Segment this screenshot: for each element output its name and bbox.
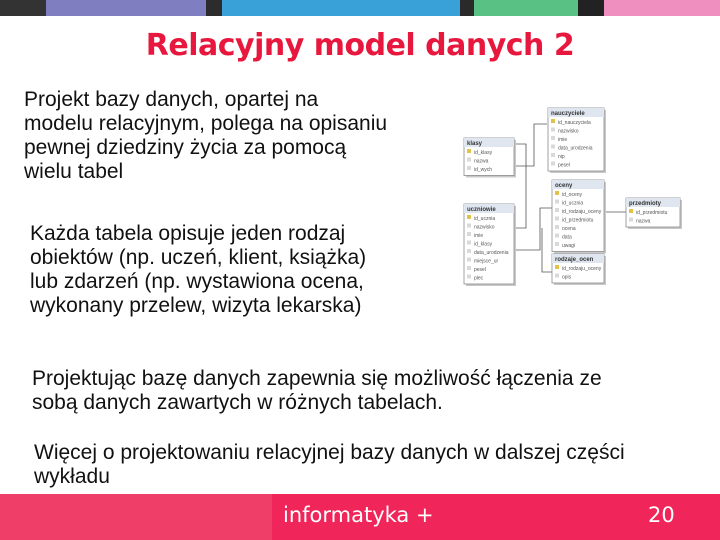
paragraph-tables: [30, 222, 366, 318]
relation-line: [514, 124, 547, 166]
text-line: sobą danych zawartych w różnych tabelach.: [32, 391, 443, 414]
field-icon: [555, 200, 559, 204]
text-line: pewnej dziedziny życia za pomocą: [24, 136, 347, 159]
table-field: nazwa: [474, 158, 489, 165]
table-field: id_przedmiotu: [636, 210, 668, 216]
relation-line: [542, 228, 552, 272]
field-icon: [555, 217, 559, 221]
schema-table: [552, 254, 606, 285]
text-line: wykonany przelew, wizyta lekarska): [30, 294, 362, 317]
table-name: przedmioty: [629, 201, 662, 207]
field-icon: [551, 153, 555, 157]
table-field: id_rodzaju_oceny: [562, 266, 602, 272]
field-icon: [555, 208, 559, 212]
field-icon: [555, 242, 559, 246]
paragraph-more-info: [34, 441, 625, 489]
table-name: oceny: [555, 183, 573, 189]
schema-table: [626, 198, 682, 229]
text-line: Projektując bazę danych zapewnia się możliwość łączenia ze: [32, 367, 602, 390]
table-field: data: [562, 234, 572, 241]
field-icon: [629, 218, 633, 222]
top-bar-segment: [460, 0, 474, 16]
primary-key-icon: [555, 191, 559, 195]
field-icon: [467, 275, 471, 279]
table-box: [552, 180, 604, 252]
table-name: nauczyciele: [551, 111, 585, 117]
table-field: pesel: [558, 162, 570, 169]
paragraph-joining: [32, 367, 602, 415]
top-bar-segment: [474, 0, 578, 16]
schema-table: [552, 180, 606, 254]
field-icon: [467, 266, 471, 270]
text-line: wykładu: [34, 465, 110, 488]
field-icon: [555, 225, 559, 229]
footer-label: informatyka +: [283, 503, 434, 527]
table-field: nazwisko: [558, 128, 579, 135]
field-icon: [551, 136, 555, 140]
top-bar-segment: [222, 0, 460, 16]
table-field: id_wych: [474, 167, 493, 173]
table-name: rodzaje_ocen: [555, 257, 594, 263]
primary-key-icon: [467, 215, 471, 219]
table-field: imie: [474, 233, 484, 239]
table-name: uczniowie: [467, 207, 496, 213]
table-field: id_oceny: [562, 192, 583, 198]
text-line: wielu tabel: [24, 160, 124, 183]
table-field: id_klasy: [474, 150, 493, 156]
field-icon: [555, 234, 559, 238]
page-number: 20: [648, 503, 675, 527]
field-icon: [551, 128, 555, 132]
primary-key-icon: [629, 209, 633, 213]
field-icon: [467, 249, 471, 253]
text-line: obiektów (np. uczeń, klient, książka): [30, 246, 367, 269]
table-name: klasy: [467, 141, 483, 147]
table-field: opis: [562, 274, 572, 281]
table-field: id_ucznia: [474, 216, 496, 222]
field-icon: [551, 162, 555, 166]
field-icon: [467, 166, 471, 170]
table-field: nazwa: [636, 218, 651, 225]
schema-table: [548, 108, 606, 173]
table-field: id_klasy: [474, 241, 493, 248]
table-field: ocena: [562, 226, 576, 232]
field-icon: [467, 241, 471, 245]
table-box: [548, 108, 604, 171]
table-field: pesel: [474, 267, 486, 273]
field-icon: [555, 274, 559, 278]
primary-key-icon: [467, 149, 471, 153]
top-bar-segment: [578, 0, 604, 16]
primary-key-icon: [551, 119, 555, 123]
schema-table: [464, 138, 516, 178]
relation-line: [514, 208, 552, 250]
field-icon: [467, 232, 471, 236]
table-field: nip: [558, 154, 565, 160]
top-bar-segment: [46, 0, 206, 16]
field-icon: [467, 224, 471, 228]
table-field: data_urodzenia: [558, 145, 593, 152]
table-field: imie: [558, 137, 568, 143]
text-line: Więcej o projektowaniu relacyjnej bazy danych w dalszej części: [34, 441, 625, 464]
table-field: nazwisko: [474, 224, 495, 231]
schema-table: [464, 204, 516, 286]
text-line: Każda tabela opisuje jeden rodzaj: [30, 222, 346, 245]
field-icon: [467, 258, 471, 262]
table-field: data_urodzenia: [474, 250, 509, 256]
database-schema-diagram: [456, 100, 710, 286]
footer-bar: [0, 494, 720, 540]
top-bar-segment: [206, 0, 222, 16]
top-bar-segment: [0, 0, 46, 16]
top-bar-segment: [604, 0, 720, 16]
field-icon: [467, 158, 471, 162]
text-line: lub zdarzeń (np. wystawiona ocena,: [30, 270, 364, 293]
table-field: id_ucznia: [562, 200, 584, 207]
text-line: Projekt bazy danych, opartej na: [24, 88, 319, 111]
primary-key-icon: [555, 265, 559, 269]
top-color-bar: [0, 0, 720, 16]
table-field: id_przedmiotu: [562, 217, 594, 224]
table-field: id_rodzaju_oceny: [562, 209, 602, 215]
paragraph-design: [24, 88, 387, 184]
table-field: uwagi: [562, 243, 576, 249]
text-line: modelu relacyjnym, polega na opisaniu: [24, 112, 388, 135]
table-field: id_nauczyciela: [558, 120, 591, 126]
slide-title: Relacyjny model danych 2: [145, 28, 575, 63]
field-icon: [551, 145, 555, 149]
table-field: miejsce_ur: [474, 258, 499, 265]
table-field: plec: [474, 275, 484, 282]
footer-left-block: [0, 494, 272, 540]
